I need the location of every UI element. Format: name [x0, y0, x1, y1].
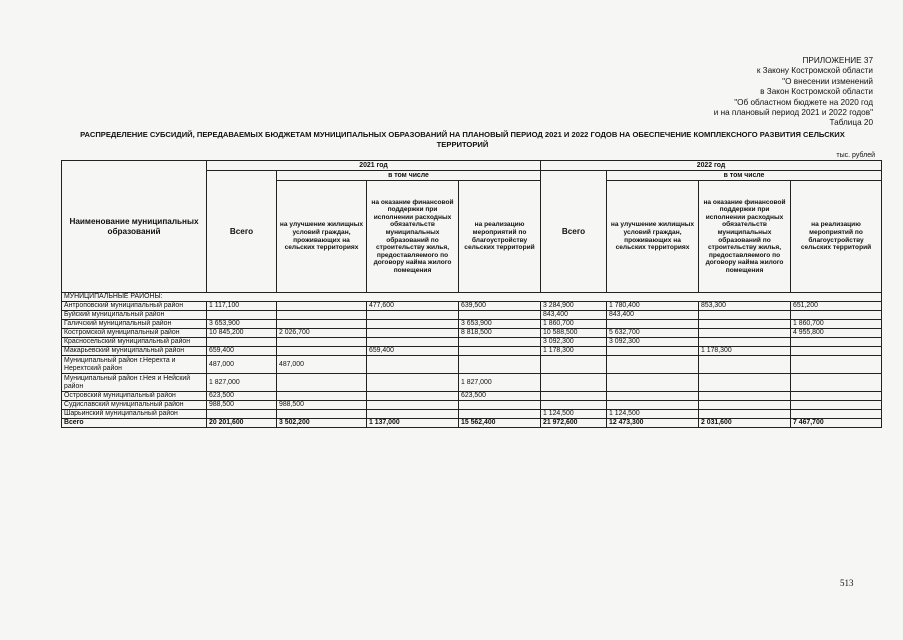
amount-cell — [607, 347, 699, 356]
total-row — [62, 419, 882, 428]
amount-cell — [367, 311, 459, 320]
amount-cell: 1 124,500 — [607, 410, 699, 419]
amount-cell: 2 031,600 — [699, 419, 791, 428]
amount-cell: 3 092,300 — [607, 338, 699, 347]
name-column-header: Наименование муниципальных образований — [62, 161, 207, 293]
amount-cell: 853,300 — [699, 302, 791, 311]
amount-cell: 1 117,100 — [207, 302, 277, 311]
district-name: Буйский муниципальный район — [62, 311, 207, 320]
amount-cell — [699, 329, 791, 338]
amount-cell: 3 653,900 — [207, 320, 277, 329]
amount-cell — [277, 338, 367, 347]
subsidy-table — [61, 160, 882, 428]
section-row — [62, 293, 882, 302]
amount-cell: 3 284,900 — [541, 302, 607, 311]
amount-cell: 3 092,300 — [541, 338, 607, 347]
amount-cell: 3 653,900 — [459, 320, 541, 329]
header-line: Таблица 20 — [829, 118, 873, 128]
amount-cell — [791, 338, 882, 347]
amount-cell: 12 473,300 — [607, 419, 699, 428]
amount-cell — [277, 320, 367, 329]
district-name: Галичский муниципальный район — [62, 320, 207, 329]
amount-cell — [791, 392, 882, 401]
amount-cell: 843,400 — [541, 311, 607, 320]
amount-cell: 487,000 — [207, 356, 277, 374]
year-2022-header: 2022 год — [541, 161, 882, 171]
amount-cell: 843,400 — [607, 311, 699, 320]
amount-cell: 2 026,700 — [277, 329, 367, 338]
amount-cell — [367, 320, 459, 329]
header-line: к Закону Костромской области — [756, 66, 873, 76]
amount-cell — [791, 311, 882, 320]
header-line: в Закон Костромской области — [760, 87, 873, 97]
amount-cell — [699, 338, 791, 347]
amount-cell: 623,500 — [207, 392, 277, 401]
table-row — [62, 302, 882, 311]
district-name: Муниципальный район г.Нея и Нейский район — [62, 374, 207, 392]
amount-cell — [207, 410, 277, 419]
table-row — [62, 347, 882, 356]
amount-cell: 487,000 — [277, 356, 367, 374]
amount-cell — [367, 329, 459, 338]
housing-2022-header: на улучшение жилищных условий граждан, проживающих на сельских территориях — [607, 181, 699, 293]
district-name: Островский муниципальный район — [62, 392, 207, 401]
amount-cell — [607, 401, 699, 410]
amount-cell — [459, 347, 541, 356]
total-2022-header: Всего — [541, 171, 607, 293]
amount-cell — [277, 347, 367, 356]
district-name: Шарьинский муниципальный район — [62, 410, 207, 419]
amount-cell — [367, 338, 459, 347]
amount-cell — [607, 356, 699, 374]
amount-cell — [541, 392, 607, 401]
amount-cell — [699, 320, 791, 329]
amount-cell — [367, 401, 459, 410]
total-2021-header: Всего — [207, 171, 277, 293]
amount-cell: 1 178,300 — [541, 347, 607, 356]
amount-cell — [207, 311, 277, 320]
amount-cell — [367, 356, 459, 374]
amount-cell — [367, 410, 459, 419]
amount-cell — [699, 392, 791, 401]
improve-2021-header: на реализацию мероприятий по благоустройству сельских территорий — [459, 181, 541, 293]
amount-cell: 659,400 — [367, 347, 459, 356]
amount-cell: 477,600 — [367, 302, 459, 311]
amount-cell — [699, 410, 791, 419]
amount-cell — [699, 401, 791, 410]
amount-cell — [607, 374, 699, 392]
amount-cell — [277, 392, 367, 401]
amount-cell: 4 955,800 — [791, 329, 882, 338]
amount-cell: 20 201,600 — [207, 419, 277, 428]
support-2021-header: на оказание финансовой поддержки при исполнении расходных обязательств муниципальных образований по строительству жилья, предоставляемого по договору найма жилого помещения — [367, 181, 459, 293]
amount-cell — [277, 410, 367, 419]
amount-cell — [541, 356, 607, 374]
amount-cell — [277, 302, 367, 311]
amount-cell: 10 845,200 — [207, 329, 277, 338]
amount-cell: 8 818,500 — [459, 329, 541, 338]
amount-cell — [699, 356, 791, 374]
amount-cell — [699, 374, 791, 392]
amount-cell — [459, 311, 541, 320]
amount-cell: 639,500 — [459, 302, 541, 311]
support-2022-header: на оказание финансовой поддержки при исполнении расходных обязательств муниципальных образований по строительству жилья, предоставляемого по договору найма жилого помещения — [699, 181, 791, 293]
header-line: "О внесении изменений — [782, 76, 873, 86]
table-row — [62, 311, 882, 320]
amount-cell — [459, 401, 541, 410]
header-line: и на плановый период 2021 и 2022 годов" — [713, 108, 873, 118]
amount-cell: 5 632,700 — [607, 329, 699, 338]
page-number: 513 — [840, 578, 854, 588]
amount-cell: 1 178,300 — [699, 347, 791, 356]
housing-2021-header: на улучшение жилищных условий граждан, проживающих на сельских территориях — [277, 181, 367, 293]
amount-cell: 7 467,700 — [791, 419, 882, 428]
including-2021-header: в том числе — [277, 171, 541, 181]
district-name: Костромской муниципальный район — [62, 329, 207, 338]
amount-cell: 988,500 — [277, 401, 367, 410]
header-line: "Об областном бюджете на 2020 год — [734, 97, 873, 107]
amount-cell: 3 502,200 — [277, 419, 367, 428]
document-title: РАСПРЕДЕЛЕНИЕ СУБСИДИЙ, ПЕРЕДАВАЕМЫХ БЮДЖЕТАМ МУНИЦИПАЛЬНЫХ ОБРАЗОВАНИЙ НА ПЛАНОВЫЙ ПЕРИОД 2021 И 2022 ГОДОВ НА ОБЕСПЕЧЕНИЕ КОМПЛЕКСНОГО РАЗВИТИЯ СЕЛЬСКИХ ТЕРРИТОРИЙ — [80, 130, 845, 149]
amount-cell — [607, 392, 699, 401]
amount-cell — [367, 392, 459, 401]
amount-cell: 10 588,500 — [541, 329, 607, 338]
amount-cell: 623,500 — [459, 392, 541, 401]
amount-cell — [367, 374, 459, 392]
district-name: Макарьевский муниципальный район — [62, 347, 207, 356]
amount-cell: 1 827,000 — [207, 374, 277, 392]
amount-cell: 651,200 — [791, 302, 882, 311]
amount-cell: 988,500 — [207, 401, 277, 410]
amount-cell — [791, 347, 882, 356]
amount-cell: 1 827,000 — [459, 374, 541, 392]
district-name: Судиславский муниципальный район — [62, 401, 207, 410]
amount-cell: 1 860,700 — [791, 320, 882, 329]
table-row — [62, 329, 882, 338]
amount-cell: 21 972,600 — [541, 419, 607, 428]
year-2021-header: 2021 год — [207, 161, 541, 171]
amount-cell: 659,400 — [207, 347, 277, 356]
district-name: Антроповский муниципальный район — [62, 302, 207, 311]
section-label: МУНИЦИПАЛЬНЫЕ РАЙОНЫ: — [62, 293, 882, 302]
amount-cell — [207, 338, 277, 347]
table-row — [62, 374, 882, 392]
amount-cell — [459, 356, 541, 374]
including-2022-header: в том числе — [607, 171, 882, 181]
amount-cell: 1 124,500 — [541, 410, 607, 419]
improve-2022-header: на реализацию мероприятий по благоустройству сельских территорий — [791, 181, 882, 293]
table-row — [62, 338, 882, 347]
district-name: Муниципальный район г.Нерехта и Нерехтский район — [62, 356, 207, 374]
amount-cell: 1 860,700 — [541, 320, 607, 329]
table-row — [62, 320, 882, 329]
amount-cell — [607, 320, 699, 329]
appendix-header — [520, 56, 873, 129]
amount-cell — [277, 311, 367, 320]
amount-cell — [459, 338, 541, 347]
amount-cell — [791, 401, 882, 410]
amount-cell — [791, 356, 882, 374]
units-label: тыс. рублей — [836, 152, 875, 159]
amount-cell: 1 137,000 — [367, 419, 459, 428]
amount-cell — [277, 374, 367, 392]
total-label: Всего — [62, 419, 207, 428]
amount-cell — [541, 401, 607, 410]
amount-cell — [459, 410, 541, 419]
table-row — [62, 410, 882, 419]
amount-cell — [791, 410, 882, 419]
amount-cell — [541, 374, 607, 392]
table-row — [62, 356, 882, 374]
amount-cell — [791, 374, 882, 392]
amount-cell: 1 780,400 — [607, 302, 699, 311]
table-row — [62, 392, 882, 401]
header-line: ПРИЛОЖЕНИЕ 37 — [802, 56, 873, 65]
table-row — [62, 401, 882, 410]
amount-cell — [699, 311, 791, 320]
district-name: Красносельский муниципальный район — [62, 338, 207, 347]
amount-cell: 15 562,400 — [459, 419, 541, 428]
